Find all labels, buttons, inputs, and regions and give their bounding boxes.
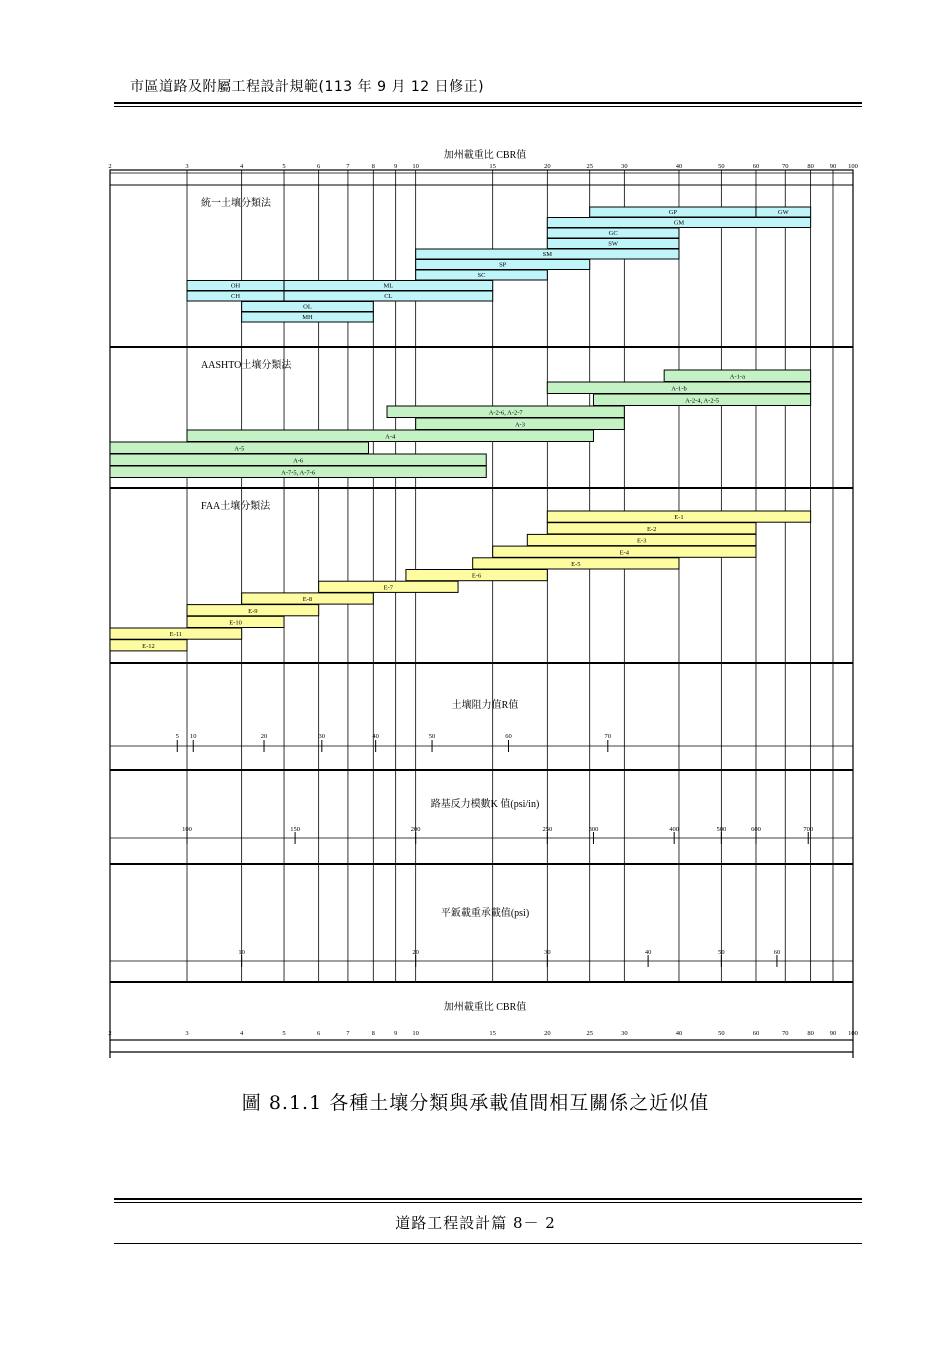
soil-bar-label: OL <box>303 303 312 311</box>
top-axis-title: 加州載重比 CBR值 <box>443 150 527 161</box>
header-rule-bottom <box>114 106 862 107</box>
bottom-tick-label: 15 <box>489 1030 496 1037</box>
bottom-tick-label: 70 <box>782 1030 789 1037</box>
soil-bar-label: E-3 <box>636 537 647 545</box>
soil-bar-label: GP <box>668 209 677 216</box>
top-tick-label: 7 <box>346 163 350 170</box>
bottom-tick-label: 3 <box>185 1030 189 1037</box>
soil-bar-label: E-10 <box>229 619 242 627</box>
document-header: 市區道路及附屬工程設計規範(113 年 9 月 12 日修正) <box>130 79 485 95</box>
soil-cbr-correlation-chart <box>100 140 860 1070</box>
soil-bar-label: E-6 <box>471 572 482 580</box>
scale-tick-label: 10 <box>189 733 197 740</box>
bottom-axis-title: 加州載重比 CBR值 <box>443 1002 527 1013</box>
scale-tick-label: 40 <box>644 949 652 956</box>
top-tick-label: 9 <box>394 163 398 170</box>
soil-bar-label: MH <box>302 314 313 321</box>
soil-bar-label: A-1-a <box>729 373 745 381</box>
bottom-tick-label: 8 <box>371 1030 375 1037</box>
soil-bar-label: GM <box>673 219 685 227</box>
group-title: AASHTO土壤分類法 <box>201 360 292 371</box>
soil-bar-label: CL <box>384 293 393 300</box>
bottom-tick-label: 20 <box>544 1030 551 1037</box>
bottom-tick-label: 60 <box>752 1030 760 1037</box>
bottom-tick-label: 40 <box>675 1030 683 1037</box>
footer-rule-end <box>114 1243 862 1244</box>
bottom-tick-label: 50 <box>718 1030 725 1037</box>
soil-bar-label: SW <box>608 240 619 248</box>
scale-tick-label: 30 <box>318 733 326 740</box>
scale-title: 土壤阻力值R值 <box>451 700 519 711</box>
header-rule-top <box>114 102 862 104</box>
top-tick-label: 60 <box>752 163 760 170</box>
scale-tick-label: 40 <box>372 733 379 740</box>
top-tick-label: 20 <box>544 163 551 170</box>
scale-tick-label: 300 <box>588 826 599 833</box>
bottom-tick-label: 5 <box>282 1030 286 1037</box>
soil-bar-label: A-2-4, A-2-5 <box>685 397 720 405</box>
scale-tick-label: 70 <box>604 733 612 740</box>
top-tick-label: 5 <box>282 163 286 170</box>
scale-tick-label: 250 <box>542 826 553 833</box>
soil-bar-label: E-11 <box>169 631 183 639</box>
soil-bar-label: A-7-5, A-7-6 <box>281 469 316 477</box>
page-footer: 道路工程設計篇 8－ 2 <box>395 1214 556 1232</box>
top-tick-label: 50 <box>718 163 725 170</box>
top-tick-label: 80 <box>807 163 814 170</box>
soil-bar-label: E-2 <box>646 525 657 533</box>
bottom-tick-label: 25 <box>586 1030 593 1037</box>
scale-tick-label: 150 <box>290 826 300 833</box>
soil-bar-label: A-1-b <box>671 385 687 393</box>
soil-bar-label: ML <box>383 282 394 290</box>
soil-bar-label: GW <box>777 209 789 216</box>
bottom-tick-label: 90 <box>829 1030 837 1037</box>
soil-bar-label: E-8 <box>302 596 313 604</box>
scale-tick-label: 10 <box>238 949 245 956</box>
top-tick-label: 25 <box>586 163 593 170</box>
bottom-tick-label: 7 <box>346 1030 350 1037</box>
footer-rule-top <box>114 1198 862 1200</box>
figure-caption: 圖 8.1.1 各種土壤分類與承載值間相互關係之近似值 <box>241 1092 710 1114</box>
soil-bar-label: A-5 <box>234 445 245 453</box>
bottom-tick-label: 80 <box>807 1030 814 1037</box>
scale-tick-label: 60 <box>505 733 512 740</box>
scale-tick-label: 500 <box>716 826 727 833</box>
top-tick-label: 100 <box>848 163 858 170</box>
soil-bar-label: A-3 <box>514 421 526 429</box>
soil-bar-label: SP <box>499 261 507 269</box>
soil-bar-label: A-2-6, A-2-7 <box>488 409 523 417</box>
soil-bar-label: OH <box>230 282 241 290</box>
soil-bar-label: A-4 <box>385 433 396 441</box>
bottom-tick-label: 100 <box>848 1030 858 1037</box>
top-tick-label: 40 <box>675 163 683 170</box>
soil-bar-label: A-6 <box>293 457 304 465</box>
bottom-tick-label: 10 <box>412 1030 419 1037</box>
scale-tick-label: 100 <box>182 826 192 833</box>
soil-bar-label: SC <box>477 272 486 279</box>
top-tick-label: 15 <box>489 163 496 170</box>
bottom-tick-label: 2 <box>108 1030 112 1037</box>
scale-tick-label: 60 <box>773 949 781 956</box>
top-tick-label: 2 <box>108 163 112 170</box>
group-title: FAA土壤分類法 <box>201 501 271 512</box>
scale-tick-label: 50 <box>718 949 725 956</box>
scale-tick-label: 20 <box>260 733 268 740</box>
soil-bar-label: E-4 <box>619 549 630 557</box>
soil-bar-label: CH <box>231 293 241 300</box>
scale-tick-label: 20 <box>412 949 419 956</box>
top-tick-label: 3 <box>185 163 189 170</box>
soil-bar-label: E-9 <box>248 607 258 615</box>
scale-title: 平鈑載重承載值(psi) <box>440 908 530 919</box>
soil-bar-label: E-12 <box>142 642 155 650</box>
scale-tick-label: 30 <box>544 949 551 956</box>
top-tick-label: 8 <box>371 163 375 170</box>
soil-bar-label: SM <box>542 251 553 258</box>
bottom-tick-label: 30 <box>621 1030 628 1037</box>
soil-bar-label: GC <box>608 230 618 237</box>
top-tick-label: 90 <box>829 163 837 170</box>
bottom-tick-label: 6 <box>317 1030 321 1037</box>
scale-tick-label: 50 <box>428 733 436 740</box>
bottom-tick-label: 4 <box>240 1030 244 1037</box>
top-tick-label: 30 <box>621 163 628 170</box>
scale-tick-label: 200 <box>410 826 421 833</box>
soil-bar-label: E-7 <box>383 584 394 592</box>
top-tick-label: 6 <box>317 163 321 170</box>
soil-bar-label: E-5 <box>571 561 581 568</box>
scale-tick-label: 5 <box>175 733 179 740</box>
footer-rule-bottom <box>114 1202 862 1203</box>
soil-bar-label: E-1 <box>674 514 684 522</box>
group-title: 統一土壤分類法 <box>201 198 272 209</box>
scale-tick-label: 400 <box>669 826 680 833</box>
scale-tick-label: 700 <box>803 826 814 833</box>
top-tick-label: 10 <box>412 163 419 170</box>
scale-tick-label: 600 <box>751 826 761 833</box>
top-tick-label: 70 <box>782 163 789 170</box>
top-tick-label: 4 <box>240 163 244 170</box>
bottom-tick-label: 9 <box>394 1030 398 1037</box>
scale-title: 路基反力模數K 值(psi/in) <box>430 799 540 810</box>
